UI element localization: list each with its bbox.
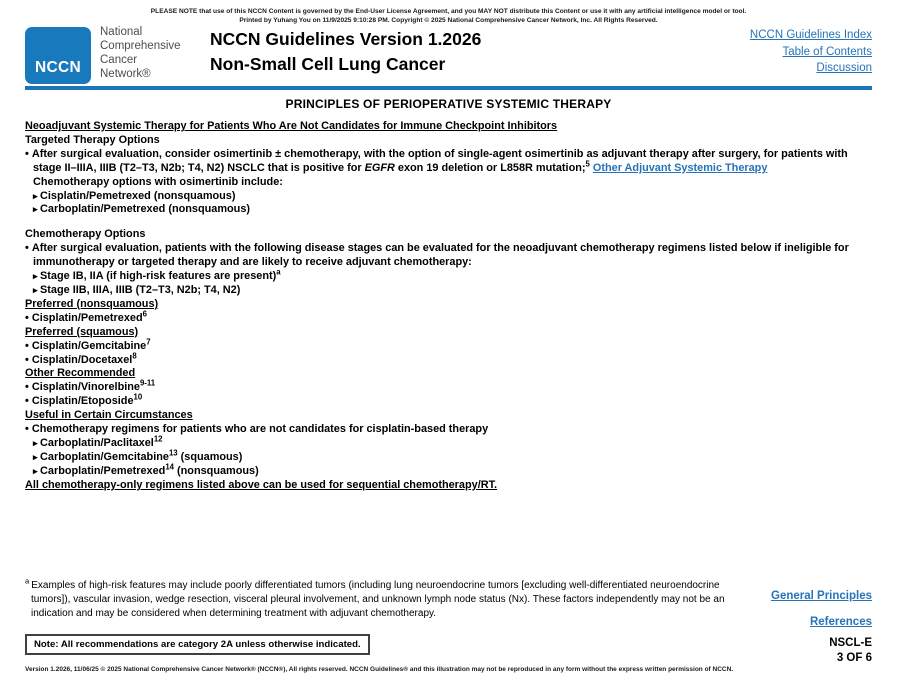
other-adjuvant-systemic-therapy-link[interactable]: Other Adjuvant Systemic Therapy bbox=[592, 161, 768, 174]
text-segment: After surgical evaluation, consider osimertinib ± chemotherapy, with the option of single-agent osimertinib as adjuvant therapy after surgery, for patients with stage II–IIIA, IIIB (T2–T3, N2b; T4, N2) NSCLC that is positive for bbox=[31, 147, 848, 174]
text-segment: Cisplatin/Pemetrexed bbox=[31, 311, 143, 324]
text-segment: (squamous) bbox=[177, 450, 243, 463]
reference-superscript: 14 bbox=[165, 462, 174, 472]
note-box bbox=[25, 634, 370, 655]
content-line bbox=[25, 392, 875, 409]
nccn-logo-wordmark bbox=[100, 25, 181, 81]
content-line bbox=[25, 134, 875, 148]
bullet-icon: • bbox=[25, 395, 32, 408]
table-of-contents-link[interactable]: Table of Contents bbox=[782, 45, 872, 58]
side-links bbox=[771, 583, 872, 635]
text-segment: exon 19 deletion or L858R mutation; bbox=[394, 161, 586, 174]
text-segment: Carboplatin/Pemetrexed bbox=[40, 464, 166, 477]
footnote-a bbox=[25, 576, 739, 620]
nccn-logo-text: NCCN bbox=[35, 59, 81, 76]
content-line bbox=[25, 409, 875, 423]
text-segment: (nonsquamous) bbox=[174, 464, 259, 477]
sub-bullet-icon: ▸ bbox=[33, 465, 41, 476]
general-principles-link[interactable]: General Principles bbox=[771, 590, 872, 602]
text-segment: EGFR bbox=[364, 161, 395, 174]
guidelines-version-title: NCCN Guidelines Version 1.2026 bbox=[210, 29, 482, 49]
bullet-icon: • bbox=[25, 147, 32, 160]
page-identifier bbox=[829, 636, 872, 665]
text-segment: Carboplatin/Gemcitabine bbox=[40, 450, 169, 463]
sub-bullet-icon: ▸ bbox=[33, 437, 41, 448]
reference-superscript: 8 bbox=[132, 350, 137, 360]
content-line bbox=[25, 326, 875, 340]
reference-superscript: a bbox=[276, 267, 281, 277]
text-segment: Chemotherapy regimens for patients who are not candidates for cisplatin-based therapy bbox=[31, 423, 489, 436]
content-line bbox=[33, 176, 875, 190]
reference-superscript: 5 bbox=[585, 159, 590, 169]
content-line bbox=[25, 350, 875, 368]
content-line bbox=[25, 336, 875, 354]
spacer bbox=[25, 217, 875, 228]
text-segment: Carboplatin/Pemetrexed (nonsquamous) bbox=[40, 203, 251, 216]
content-line bbox=[25, 228, 875, 242]
bullet-icon: • bbox=[25, 423, 32, 436]
text-segment: After surgical evaluation, patients with the following disease stages can be evaluated for the neoadjuvant chemotherapy regimens listed below if ineligible for immunotherapy or targeted therapy and are likely to receive adjuvant chemotherapy: bbox=[31, 242, 849, 269]
page-number: 3 OF 6 bbox=[836, 651, 872, 664]
text-segment: Cisplatin/Pemetrexed (nonsquamous) bbox=[40, 189, 236, 202]
reference-superscript: 10 bbox=[133, 392, 143, 402]
content-line bbox=[25, 120, 875, 134]
bullet-icon: • bbox=[25, 381, 32, 394]
license-disclaimer bbox=[0, 8, 897, 25]
footnotes bbox=[25, 576, 739, 620]
content-line bbox=[25, 298, 875, 312]
content-line bbox=[25, 148, 875, 176]
header-divider bbox=[25, 86, 872, 90]
reference-superscript: 13 bbox=[168, 448, 178, 458]
title-block bbox=[210, 27, 481, 77]
content-line bbox=[33, 462, 875, 479]
nccn-guidelines-index-link[interactable]: NCCN Guidelines Index bbox=[749, 29, 872, 41]
sub-bullet-icon: ▸ bbox=[33, 190, 41, 201]
disclaimer-line-1: PLEASE NOTE that use of this NCCN Content is governed by the End-User License Agreement, and you MAY NOT distribute this Content or use it with any artificial intelligence model or tool. bbox=[150, 8, 747, 15]
text-segment: Cisplatin/Etoposide bbox=[31, 395, 134, 408]
sub-bullet-icon: ▸ bbox=[33, 451, 41, 462]
content-line bbox=[33, 203, 875, 217]
text-segment: Targeted Therapy Options bbox=[25, 133, 160, 146]
reference-superscript: 6 bbox=[142, 309, 147, 319]
copyright-footer: Version 1.2026, 11/06/25 © 2025 National Comprehensive Cancer Network® (NCCN®), All rights reserved. NCCN Guidelines® and this illustration may not be reproduced in any form without the express written permission of NCCN. bbox=[25, 666, 734, 673]
content-line bbox=[25, 309, 875, 326]
text-segment: Chemotherapy Options bbox=[25, 228, 146, 241]
content-line bbox=[25, 479, 875, 493]
sub-bullet-icon: ▸ bbox=[33, 284, 41, 295]
text-segment: All chemotherapy-only regimens listed above can be used for sequential chemotherapy/RT. bbox=[25, 478, 498, 491]
footnote-marker: a bbox=[25, 576, 32, 586]
content-line bbox=[33, 190, 875, 204]
content-line bbox=[25, 423, 875, 437]
logo-name-line: Comprehensive bbox=[100, 40, 181, 52]
text-segment: Stage IIB, IIIA, IIIB (T2–T3, N2b; T4, N2) bbox=[40, 283, 241, 296]
content-line bbox=[33, 267, 875, 284]
header-links bbox=[750, 27, 872, 77]
text-segment: Neoadjuvant Systemic Therapy for Patients Who Are Not Candidates for Immune Checkpoint Inhibitors bbox=[25, 120, 558, 132]
text-segment: Stage IB, IIA (if high-risk features are present) bbox=[40, 270, 277, 283]
cancer-type-title: Non-Small Cell Lung Cancer bbox=[210, 54, 446, 74]
sub-bullet-icon: ▸ bbox=[33, 271, 41, 282]
text-segment: Cisplatin/Vinorelbine bbox=[31, 381, 140, 394]
text-segment: Cisplatin/Docetaxel bbox=[31, 353, 133, 366]
note-text: Note: All recommendations are category 2A unless otherwise indicated. bbox=[34, 639, 361, 650]
content-line bbox=[25, 242, 875, 270]
text-segment: Carboplatin/Paclitaxel bbox=[40, 436, 154, 449]
text-segment: Preferred (squamous) bbox=[25, 325, 139, 338]
text-segment: Cisplatin/Gemcitabine bbox=[31, 339, 147, 352]
text-segment: Chemotherapy options with osimertinib include: bbox=[33, 175, 283, 188]
references-link[interactable]: References bbox=[809, 616, 872, 628]
bullet-icon: • bbox=[25, 311, 32, 324]
text-segment: Preferred (nonsquamous) bbox=[25, 297, 159, 310]
bullet-icon: • bbox=[25, 339, 32, 352]
nccn-logo bbox=[25, 27, 91, 84]
content-line bbox=[33, 284, 875, 298]
footnote-text: Examples of high-risk features may include poorly differentiated tumors (including lung neuroendocrine tumors [excluding well-differentiated neuroendocrine tumors]), vascular invasion, wedge resection, visceral pleural involvement, and unknown lymph node status (Nx). These factors independently may not be an indication and may be considered when determining treatment with adjuvant chemotherapy. bbox=[31, 580, 725, 619]
disclaimer-line-2: Printed by Yuhang You on 11/9/2025 9:10:28 PM. Copyright © 2025 National Comprehensive Cancer Network, Inc. All Rights Reserved. bbox=[239, 16, 658, 24]
discussion-link[interactable]: Discussion bbox=[816, 62, 872, 74]
text-segment: Useful in Certain Circumstances bbox=[25, 409, 193, 422]
text-segment: Other Recommended bbox=[25, 367, 136, 380]
reference-superscript: 12 bbox=[153, 434, 163, 444]
bullet-icon: • bbox=[25, 242, 32, 255]
sub-bullet-icon: ▸ bbox=[33, 204, 41, 215]
bullet-icon: • bbox=[25, 353, 32, 366]
content-line bbox=[33, 434, 875, 451]
content-line bbox=[33, 448, 875, 465]
page-heading: PRINCIPLES OF PERIOPERATIVE SYSTEMIC THERAPY bbox=[285, 97, 612, 111]
logo-name-line: Network® bbox=[100, 68, 151, 80]
page-code: NSCL-E bbox=[829, 637, 872, 649]
reference-superscript: 9-11 bbox=[139, 378, 156, 388]
logo-name-line: Cancer bbox=[100, 54, 138, 66]
logo-name-line: National bbox=[100, 26, 143, 38]
reference-superscript: 7 bbox=[146, 336, 151, 346]
content-body bbox=[25, 120, 875, 493]
content-line bbox=[25, 378, 875, 395]
